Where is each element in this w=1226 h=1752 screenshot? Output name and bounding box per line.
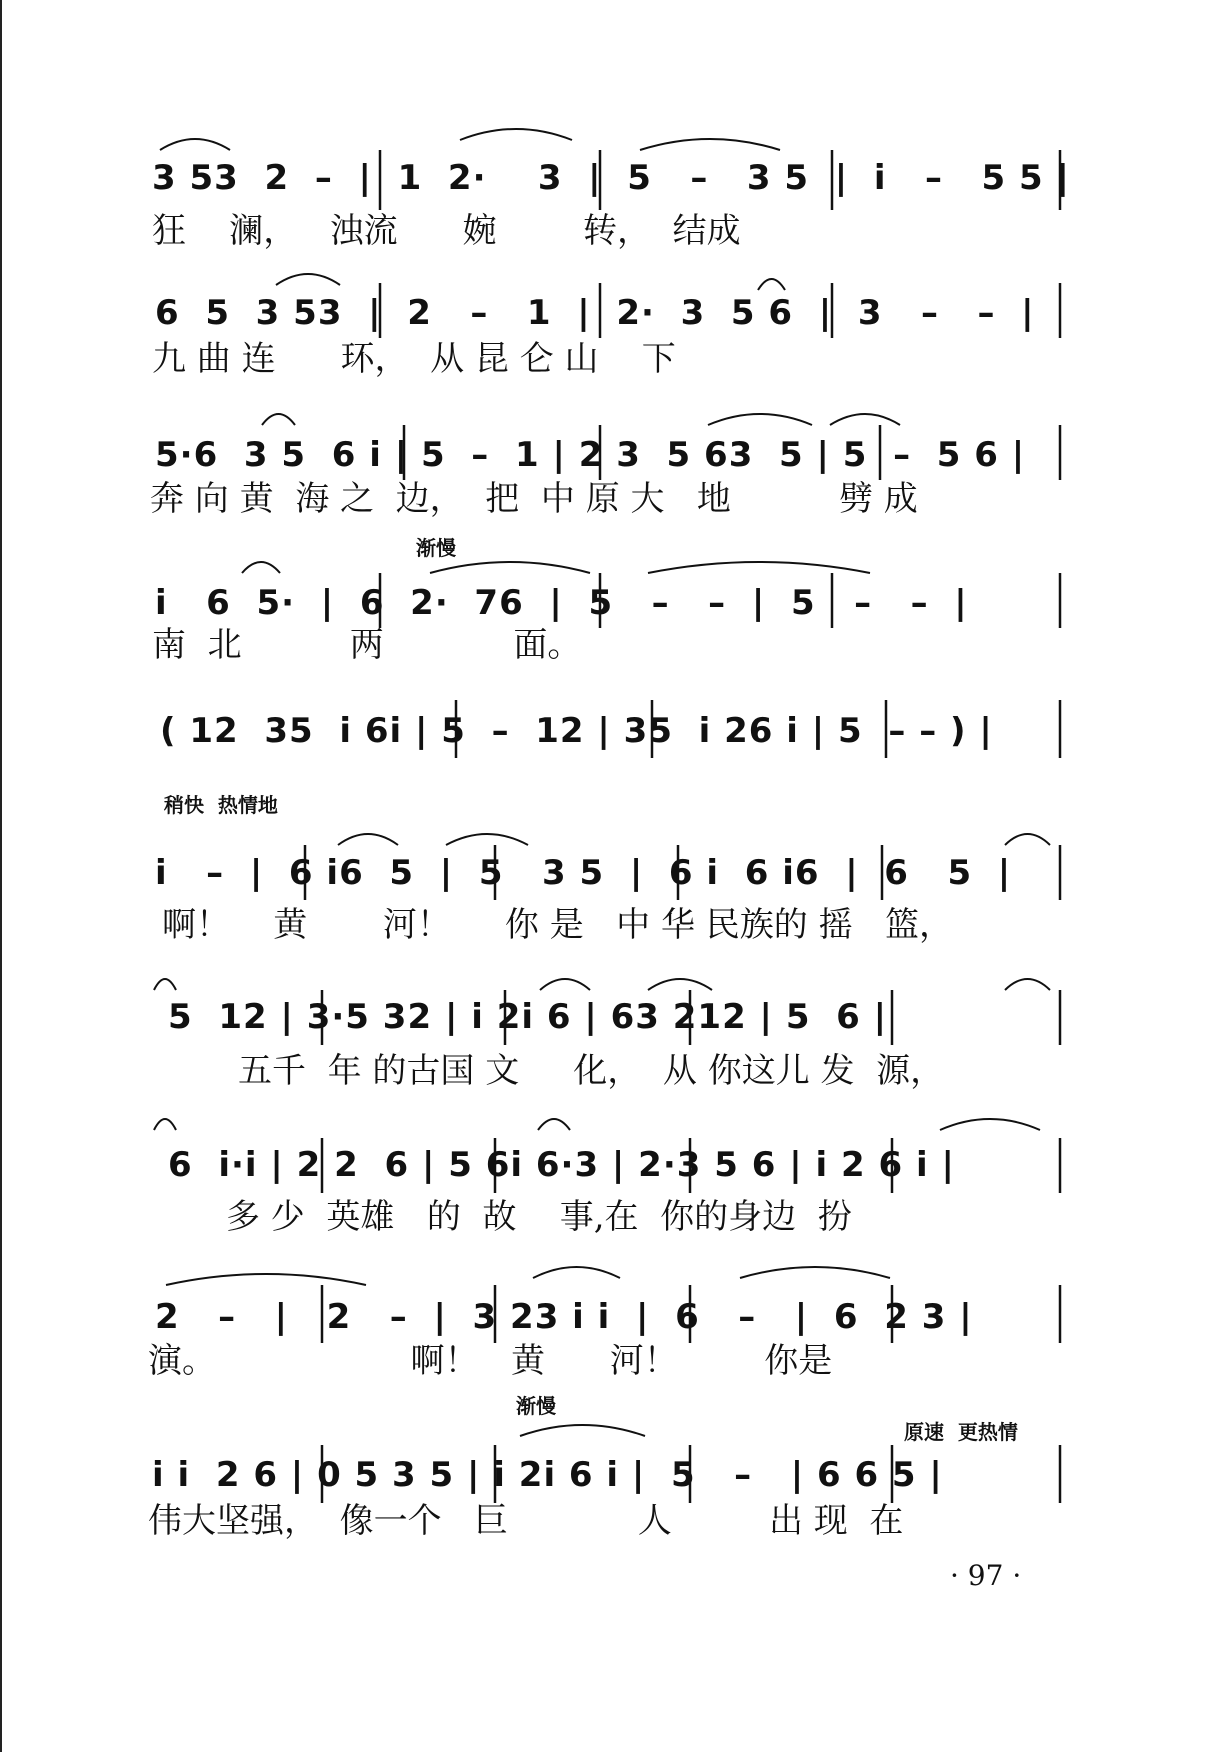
slur-mark [740,1267,890,1278]
tempo-mark-gradually-slower: 渐慢 [416,536,456,560]
slur-mark [166,1274,366,1285]
tempo-mark-original-tempo: 原速 更热情 [904,1420,1018,1444]
lyric-line-3: 奔 向 黄 海 之 边， 把 中 原 大 地 劈 成 [150,479,918,519]
lyric-line-7: 五千 年 的古国 文 化， 从 你这儿 发 源， [238,1051,945,1091]
notation-line-10: i i 2 6 | 0 5 3 5 | i 2i 6 i | 5 – | 6 6 5 | [152,1455,943,1495]
notation-line-8: 6 i·i | 2 2 6 | 5 6i 6·3 | 2·3 5 6 | i 2 6 i | [168,1145,955,1185]
slur-mark [1005,979,1050,990]
slur-mark [276,274,340,285]
notation-line-4: i 6 5· | 6 2· 76 | 5 – – | 5 – – | [155,583,968,623]
notation-line-5: ( 12 35 i 6i | 5 – 12 | 35 i 26 i | 5 – – ) | [160,711,993,751]
slur-mark [538,1119,570,1130]
tempo-mark-gradually-slower-2: 渐慢 [516,1394,556,1418]
notation-line-2: 6 5 3 53 | 2 – 1 | 2· 3 5 6 | 3 – – | [155,293,1035,333]
lyric-line-4: 南 北 两 面。 [152,625,582,665]
slur-mark [1005,834,1050,845]
slur-mark [242,562,280,573]
page-number: · 97 · [950,1559,1022,1592]
lyric-line-9: 演。 啊！ 黄 河！ 你是 [148,1341,833,1381]
slur-mark [154,979,176,990]
slur-mark [640,139,780,150]
slur-mark [338,834,398,845]
slur-mark [648,979,712,990]
slur-mark [533,1267,620,1278]
lyric-line-10: 伟大坚强， 像一个 巨 人 出 现 在 [148,1501,904,1541]
lyric-line-8: 多 少 英雄 的 故 事,在 你的身边 扮 [226,1197,852,1237]
slur-mark [708,414,812,425]
slur-mark [758,279,785,290]
slur-mark [830,414,900,425]
notation-line-9: 2 – | 2 – | 3 23 i i | 6 – | 6 2 3 | [155,1297,973,1337]
slur-mark [154,1119,176,1130]
notation-line-3: 5·6 3 5 6 i | 5 – 1 | 2 3 5 63 5 | 5 – 5 6 | [155,435,1026,475]
slur-mark [460,129,572,140]
slur-mark [520,1425,645,1436]
notation-line-7: 5 12 | 3·5 32 | i 2i 6 | 63 212 | 5 6 | [168,997,888,1037]
lyric-line-6: 啊！ 黄 河！ 你 是 中 华 民族的 摇 篮， [162,905,953,945]
slur-mark [940,1119,1040,1130]
slur-mark [540,979,590,990]
notation-line-6: i – | 6 i6 5 | 5 3 5 | 6 i 6 i6 | 6 5 | [155,853,1012,893]
slur-mark [648,562,870,573]
slur-mark [446,834,528,845]
notation-line-1: 3 53 2 – | 1 2· 3 | 5 – 3 5 | i – 5 5 | [152,158,1070,198]
tempo-mark-faster-passionately: 稍快 热情地 [164,793,278,817]
lyric-line-2: 九 曲 连 环， 从 昆 仑 山 下 [152,339,676,379]
slur-mark [430,562,590,573]
slur-mark [262,414,295,425]
slur-mark [160,139,230,150]
lyric-line-1: 狂 澜， 浊流 婉 转， 结成 [152,211,741,251]
